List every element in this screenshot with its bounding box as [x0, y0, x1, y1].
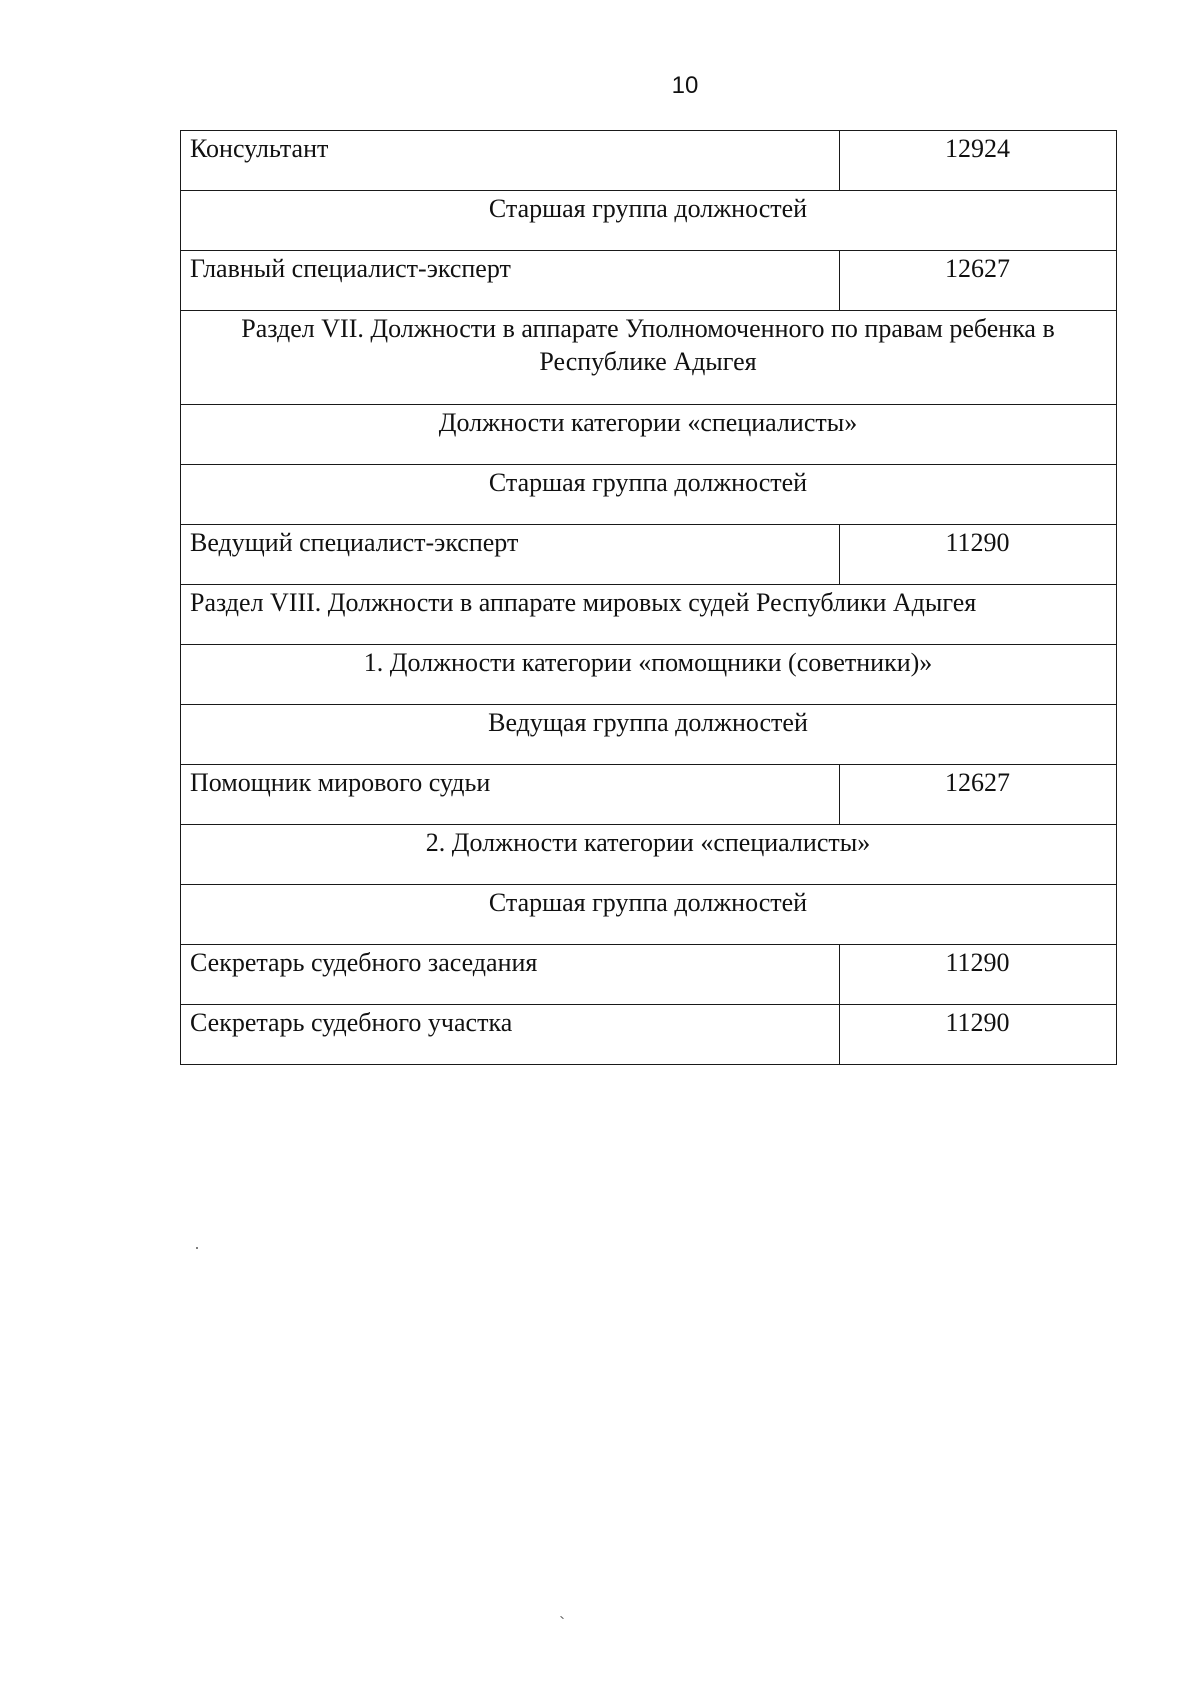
section-heading: Раздел VIII. Должности в аппарате мировых судей Республики Адыгея [181, 585, 1117, 645]
table-row [181, 585, 1117, 645]
category-heading: 1. Должности категории «помощники (советники)» [181, 645, 1117, 705]
table-row [181, 525, 1117, 585]
salary-value: 12627 [840, 765, 1117, 825]
salary-value: 11290 [840, 945, 1117, 1005]
table-row [181, 131, 1117, 191]
position-name: Секретарь судебного заседания [181, 945, 840, 1005]
category-heading: Должности категории «специалисты» [181, 405, 1117, 465]
position-name: Секретарь судебного участка [181, 1005, 840, 1065]
scan-speck [196, 1247, 198, 1249]
table-row [181, 705, 1117, 765]
table-row [181, 1005, 1117, 1065]
table-row [181, 465, 1117, 525]
table-row [181, 885, 1117, 945]
salary-value: 11290 [840, 1005, 1117, 1065]
position-name: Главный специалист-эксперт [181, 251, 840, 311]
group-heading: Старшая группа должностей [181, 465, 1117, 525]
group-heading: Ведущая группа должностей [181, 705, 1117, 765]
group-heading: Старшая группа должностей [181, 191, 1117, 251]
table-row [181, 825, 1117, 885]
table-row [181, 191, 1117, 251]
position-name: Помощник мирового судьи [181, 765, 840, 825]
salary-value: 12924 [840, 131, 1117, 191]
group-heading: Старшая группа должностей [181, 885, 1117, 945]
table-row [181, 405, 1117, 465]
scan-speck [560, 1616, 564, 1619]
page-number: 10 [671, 72, 699, 99]
section-heading: Раздел VII. Должности в аппарате Уполномоченного по правам ребенка в Республике Адыгея [181, 311, 1117, 405]
table-row [181, 311, 1117, 405]
position-name: Ведущий специалист-эксперт [181, 525, 840, 585]
table-row [181, 945, 1117, 1005]
salary-value: 12627 [840, 251, 1117, 311]
category-heading: 2. Должности категории «специалисты» [181, 825, 1117, 885]
position-name: Консультант [181, 131, 840, 191]
table-row [181, 645, 1117, 705]
table-row [181, 765, 1117, 825]
table-row [181, 251, 1117, 311]
salary-table [180, 130, 1117, 1065]
salary-value: 11290 [840, 525, 1117, 585]
